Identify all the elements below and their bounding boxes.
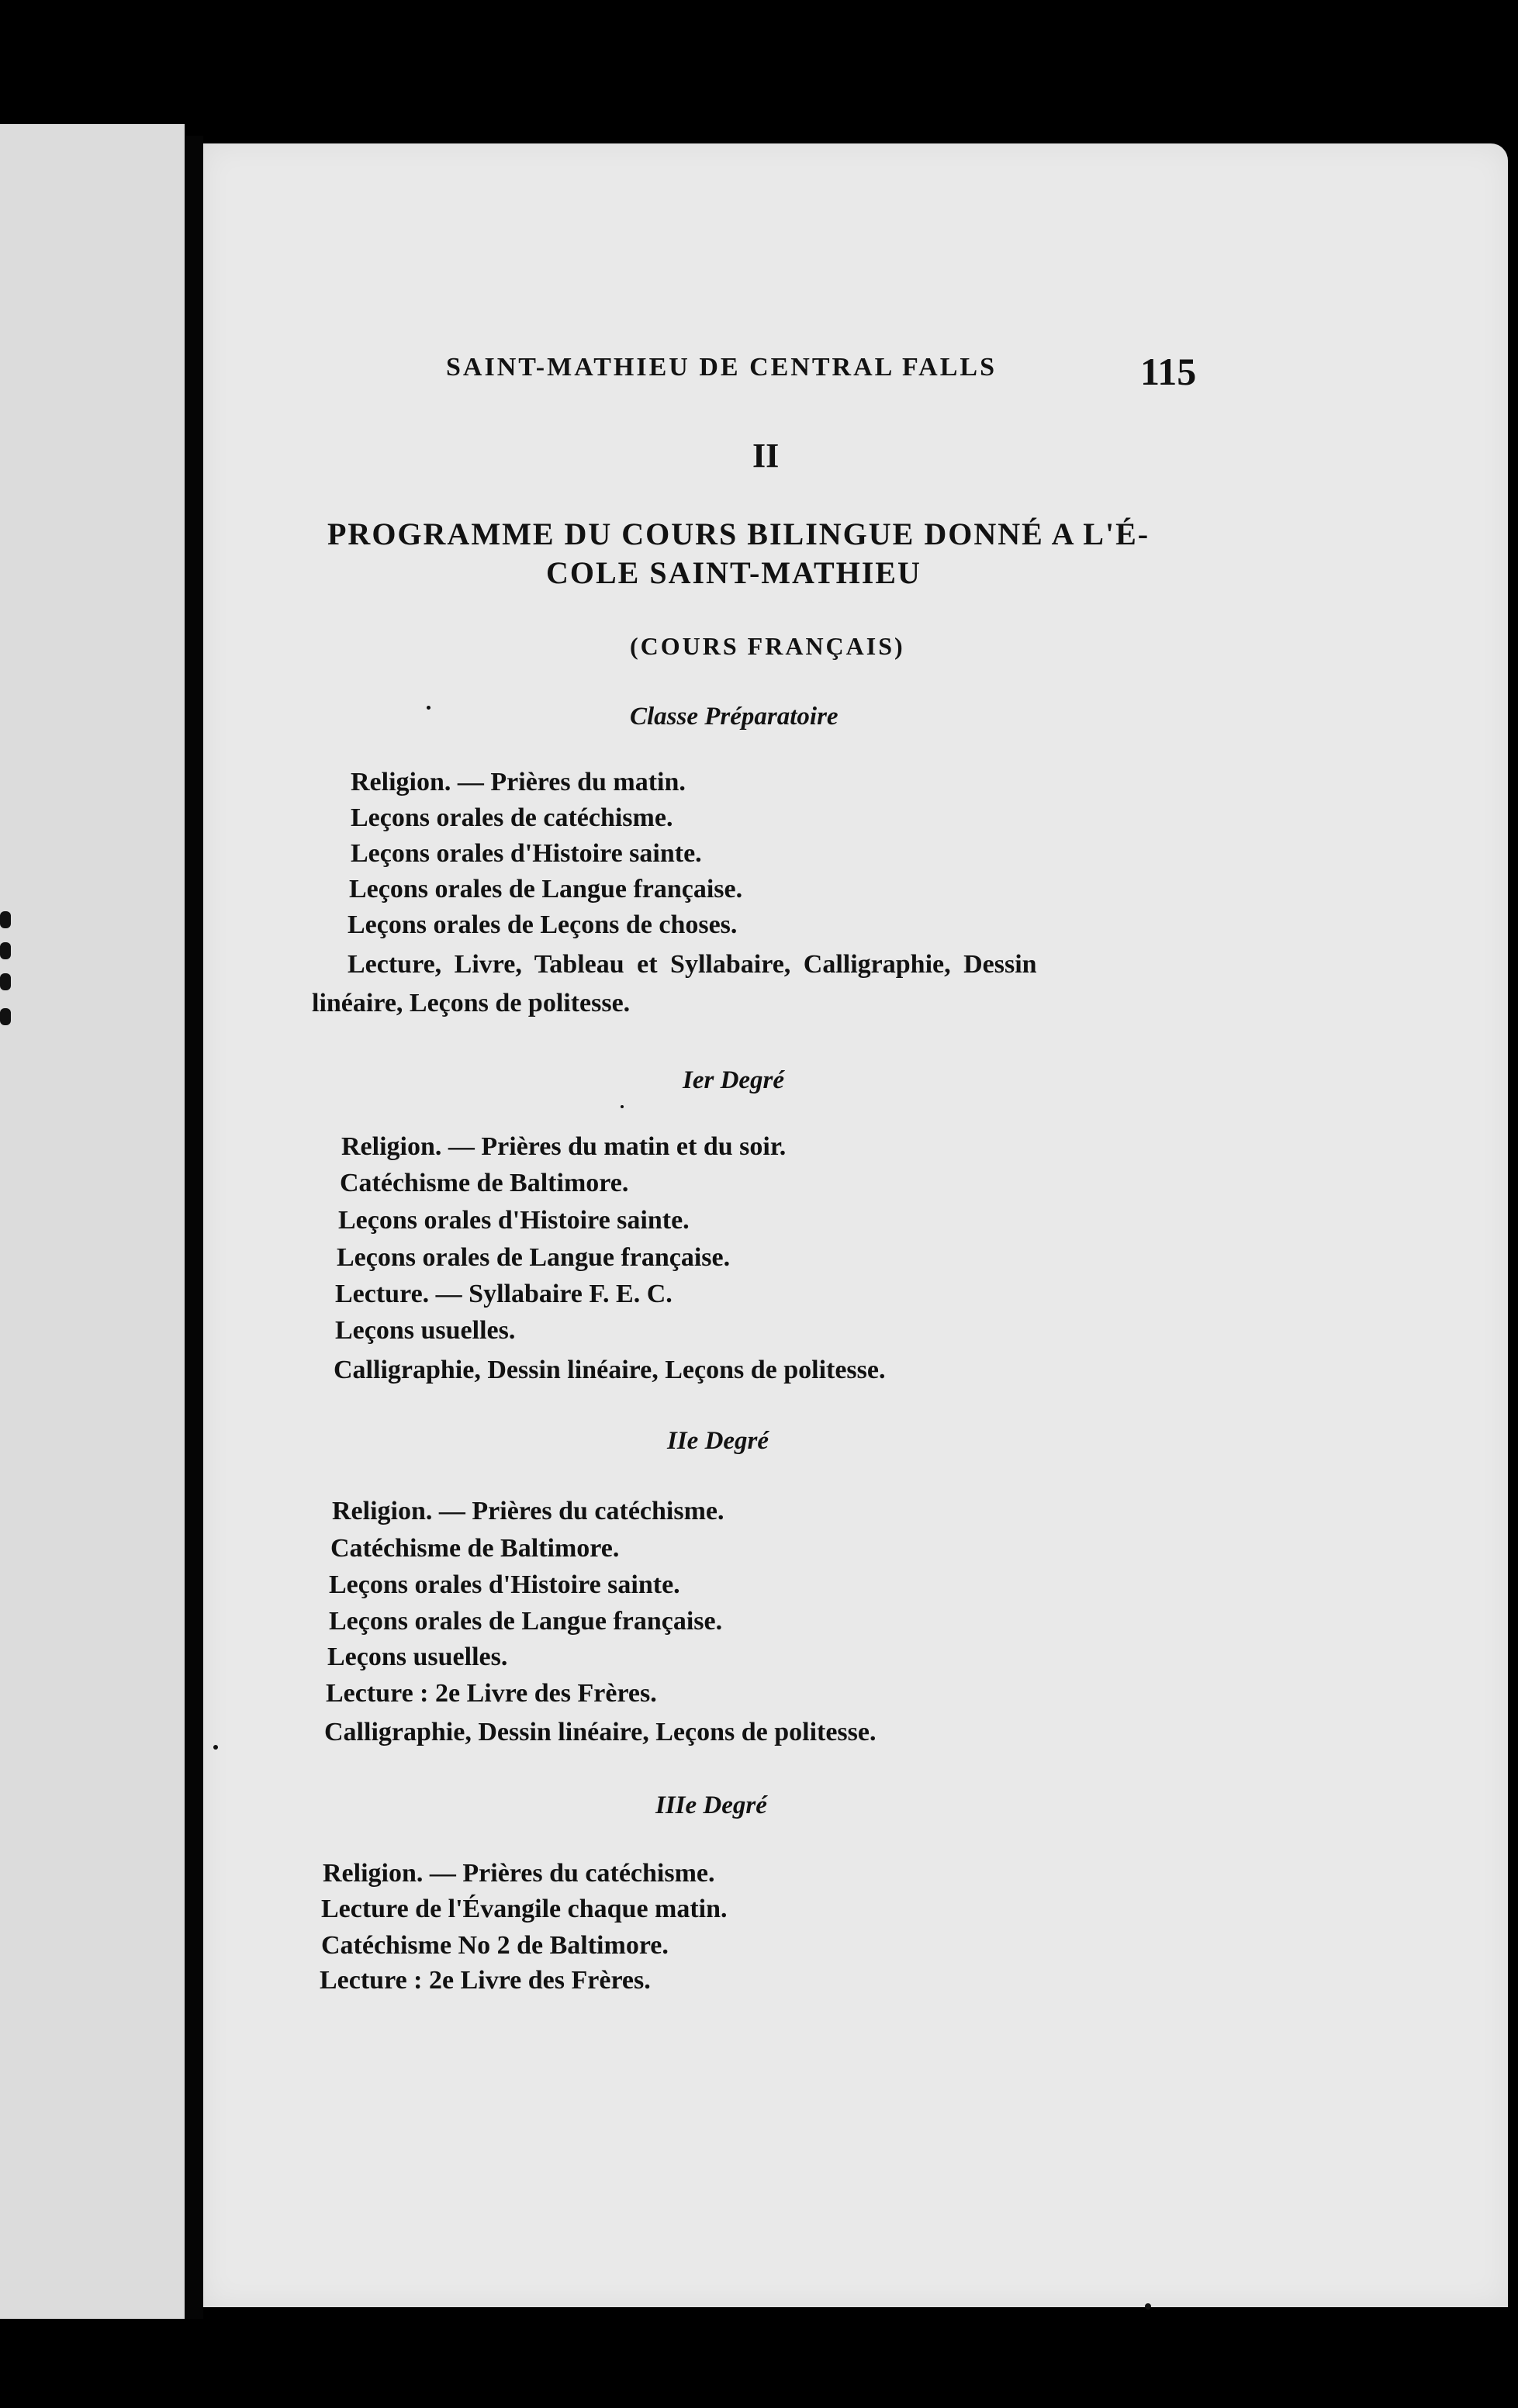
- page-number: 115: [1140, 350, 1197, 393]
- section-heading: IIIe Degré: [655, 1791, 767, 1819]
- program-line: Calligraphie, Dessin linéaire, Leçons de politesse.: [334, 1356, 886, 1384]
- program-line: linéaire, Leçons de politesse.: [312, 989, 631, 1017]
- margin-mark: [0, 911, 11, 928]
- program-line: Leçons orales de Leçons de choses.: [348, 910, 738, 939]
- book-gutter: [186, 136, 203, 2319]
- program-line: Leçons orales de Langue française.: [349, 875, 743, 903]
- subtitle: (COURS FRANÇAIS): [630, 632, 905, 660]
- program-line: Lecture, Livre, Tableau et Syllabaire, Calligraphie, Dessin: [348, 950, 1037, 979]
- section-heading: IIe Degré: [667, 1427, 769, 1455]
- program-line: Leçons orales de catéchisme.: [351, 803, 673, 832]
- program-line: Catéchisme de Baltimore.: [340, 1169, 629, 1197]
- program-line: Religion. — Prières du matin.: [351, 768, 686, 796]
- running-head: SAINT-MATHIEU DE CENTRAL FALLS: [446, 353, 998, 382]
- program-line: Lecture. — Syllabaire F. E. C.: [335, 1280, 673, 1308]
- program-line: Leçons orales de Langue française.: [337, 1243, 731, 1272]
- program-line: Leçons orales d'Histoire sainte.: [351, 839, 702, 868]
- program-line: Leçons usuelles.: [327, 1643, 508, 1671]
- program-line: Calligraphie, Dessin linéaire, Leçons de politesse.: [324, 1718, 877, 1746]
- margin-mark: [0, 1008, 11, 1025]
- facing-page-edge: [0, 124, 185, 2319]
- scan-speck: [427, 706, 431, 710]
- program-line: Catéchisme de Baltimore.: [330, 1534, 620, 1563]
- program-line: Religion. — Prières du matin et du soir.: [341, 1132, 787, 1161]
- section-heading: Classe Préparatoire: [630, 703, 839, 731]
- program-line: Religion. — Prières du catéchisme.: [323, 1859, 715, 1888]
- margin-mark: [0, 973, 11, 990]
- scan-speck: [621, 1105, 624, 1108]
- margin-mark: [0, 942, 11, 959]
- scan-speck: [213, 1745, 218, 1750]
- program-line: Catéchisme No 2 de Baltimore.: [321, 1931, 669, 1960]
- scan-speck: [1145, 2303, 1151, 2310]
- title-line: COLE SAINT-MATHIEU: [546, 555, 922, 590]
- program-line: Lecture de l'Évangile chaque matin.: [321, 1895, 728, 1923]
- program-line: Lecture : 2e Livre des Frères.: [326, 1679, 657, 1708]
- section-heading: Ier Degré: [683, 1066, 785, 1094]
- section-number: II: [752, 437, 780, 475]
- program-line: Leçons orales d'Histoire sainte.: [329, 1570, 680, 1599]
- program-line: Leçons orales d'Histoire sainte.: [338, 1206, 690, 1235]
- program-line: Lecture : 2e Livre des Frères.: [320, 1966, 651, 1995]
- title-line: PROGRAMME DU COURS BILINGUE DONNÉ A L'É-: [327, 516, 1150, 551]
- program-line: Leçons usuelles.: [335, 1316, 516, 1345]
- program-line: Religion. — Prières du catéchisme.: [332, 1497, 724, 1525]
- program-line: Leçons orales de Langue française.: [329, 1607, 723, 1636]
